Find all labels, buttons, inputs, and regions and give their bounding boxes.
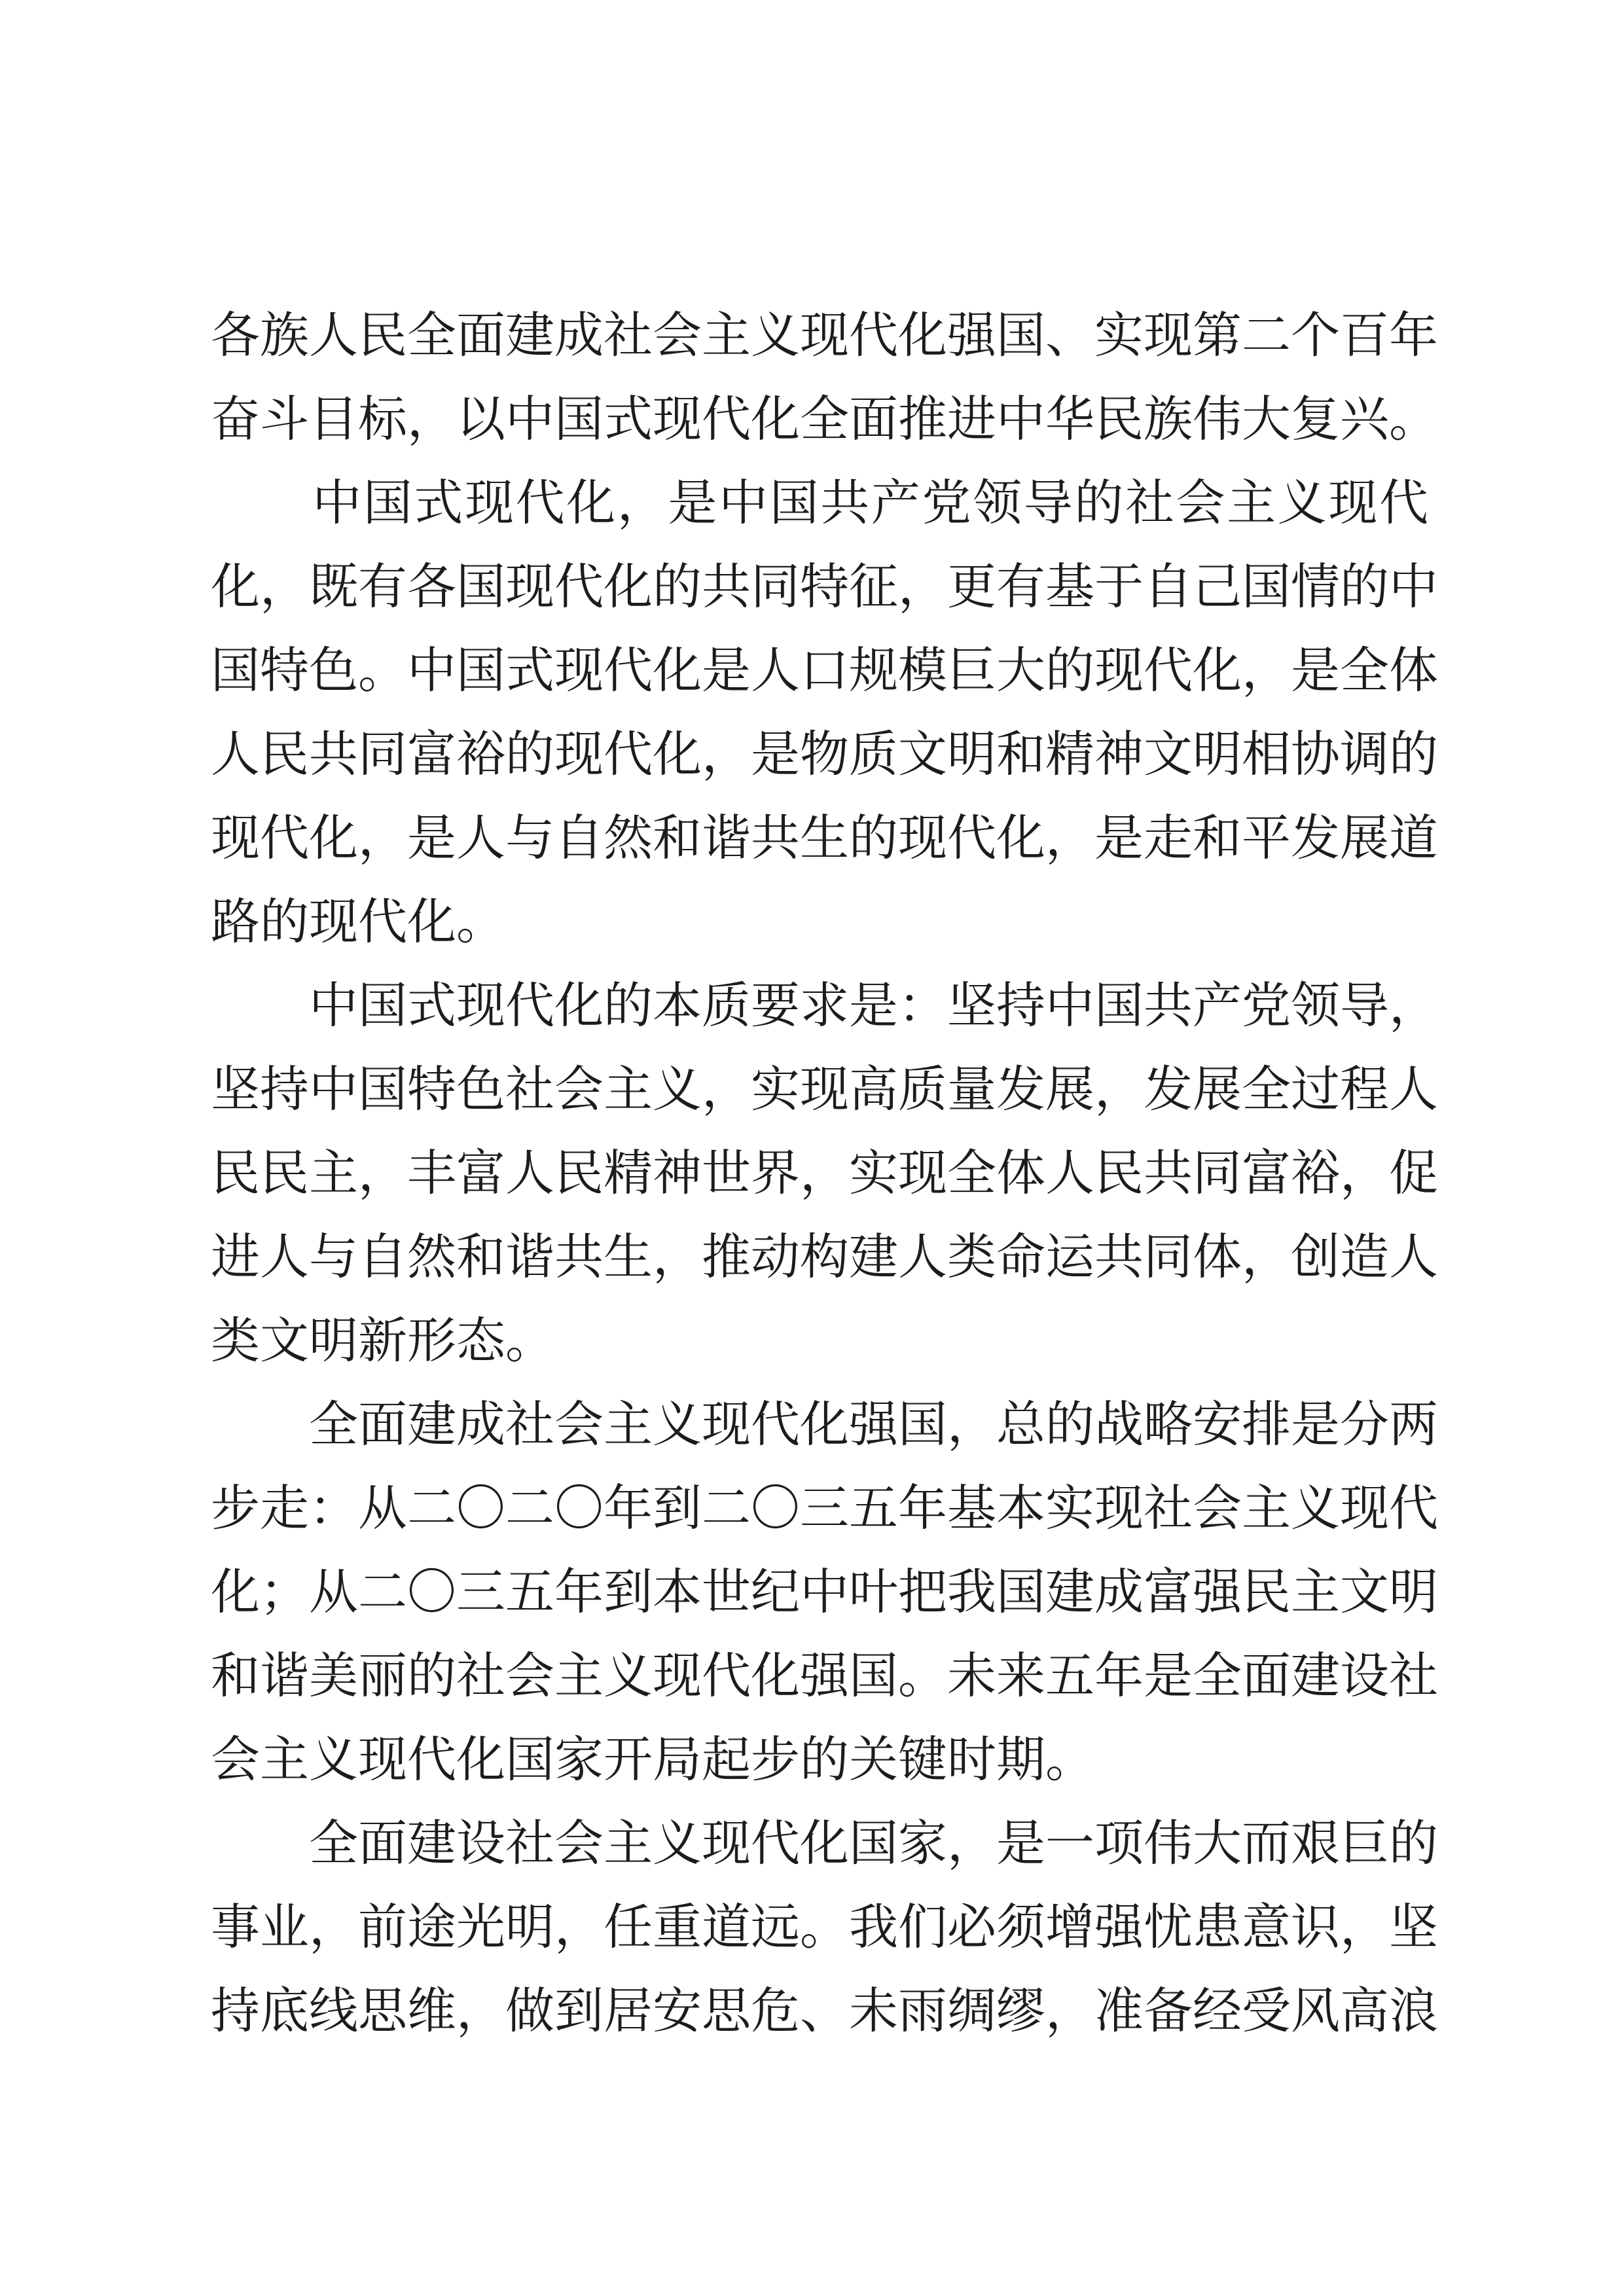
text-line: 全面建设社会主义现代化国家，是一项伟大而艰巨的 xyxy=(211,1814,1439,1872)
paragraph-1 xyxy=(211,293,1439,461)
text-line: 会主义现代化国家开局起步的关键时期。 xyxy=(211,1731,1095,1788)
text-line: 奋斗目标，以中国式现代化全面推进中华民族伟大复兴。 xyxy=(211,390,1439,448)
text-line: 路的现代化。 xyxy=(211,893,506,950)
text-line: 化，既有各国现代化的共同特征，更有基于自己国情的中 xyxy=(211,558,1439,615)
text-line: 和谐美丽的社会主义现代化强国。未来五年是全面建设社 xyxy=(211,1647,1439,1704)
text-line: 事业，前途光明，任重道远。我们必须增强忧患意识，坚 xyxy=(211,1898,1439,1956)
text-line: 各族人民全面建成社会主义现代化强国、实现第二个百年 xyxy=(211,306,1439,364)
text-line: 民民主，丰富人民精神世界，实现全体人民共同富裕，促 xyxy=(211,1144,1439,1202)
text-line: 坚持中国特色社会主义，实现高质量发展，发展全过程人 xyxy=(211,1060,1439,1118)
paragraph-5 xyxy=(211,1801,1439,2053)
text-line: 类文明新形态。 xyxy=(211,1312,555,1369)
text-line: 人民共同富裕的现代化，是物质文明和精神文明相协调的 xyxy=(211,725,1439,783)
paragraph-2 xyxy=(211,461,1439,963)
paragraph-3 xyxy=(211,963,1439,1382)
text-line: 进人与自然和谐共生，推动构建人类命运共同体，创造人 xyxy=(211,1228,1439,1285)
body-text xyxy=(211,293,1439,2053)
text-line: 现代化，是人与自然和谐共生的现代化，是走和平发展道 xyxy=(211,809,1439,867)
text-line: 化；从二〇三五年到本世纪中叶把我国建成富强民主文明 xyxy=(211,1563,1439,1621)
text-line: 国特色。中国式现代化是人口规模巨大的现代化，是全体 xyxy=(211,641,1439,699)
text-line: 持底线思维，做到居安思危、未雨绸缪，准备经受风高浪 xyxy=(211,1982,1439,2039)
paragraph-4 xyxy=(211,1382,1439,1801)
text-line: 步走：从二〇二〇年到二〇三五年基本实现社会主义现代 xyxy=(211,1479,1439,1537)
text-line: 中国式现代化，是中国共产党领导的社会主义现代 xyxy=(211,474,1428,531)
text-line: 全面建成社会主义现代化强国，总的战略安排是分两 xyxy=(211,1395,1439,1453)
text-line: 中国式现代化的本质要求是：坚持中国共产党领导， xyxy=(211,977,1439,1034)
